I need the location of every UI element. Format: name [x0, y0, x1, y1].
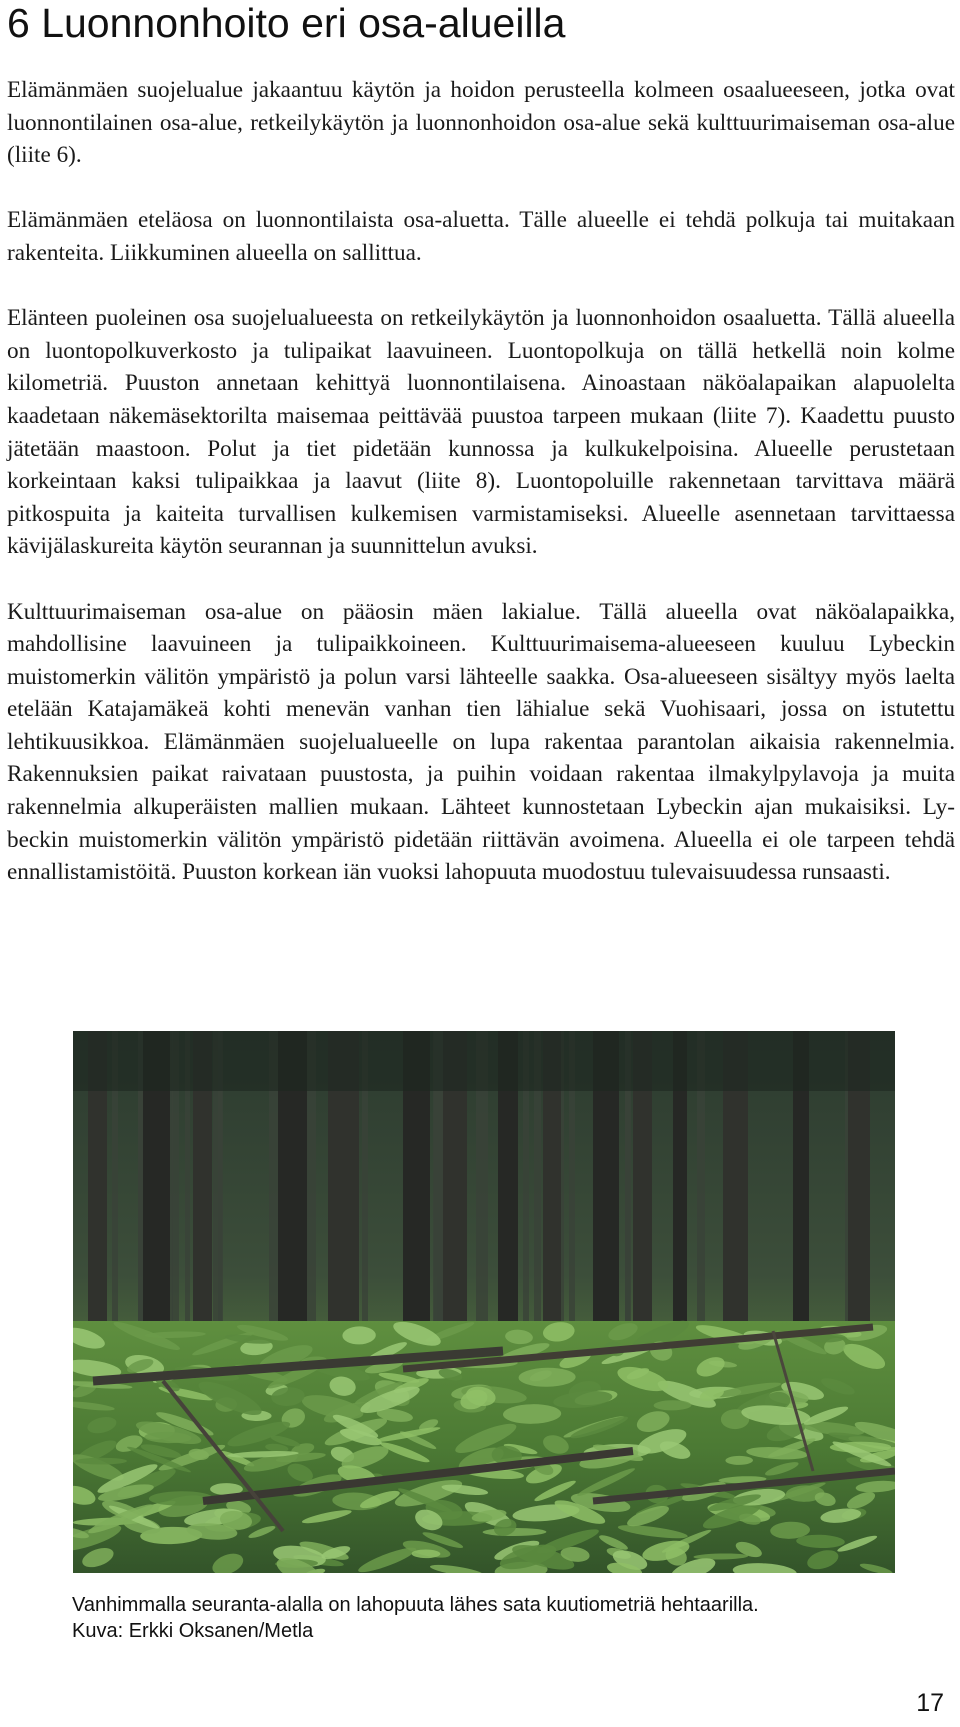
page-number: 17 — [916, 1689, 944, 1717]
paragraph-1: Elämänmäen suojelualue jakaantuu käytön ja hoidon perusteella kolmeen osaalueeseen, jotka ovat luonnontilainen osa-alue, retkeilykäytön ja luonnonhoidon osa-alue sekä kulttuurimaiseman osa-alue (liite 6). — [7, 77, 955, 169]
body-text — [7, 74, 955, 921]
paragraph-4: Kulttuurimaiseman osa-alue on pääosin mäen lakialue. Tällä alueella ovat näköalapaikka, mahdollisine laavuineen ja tulipaikkoineen. Kulttuurimaisema-alueeseen kuuluu Lybeckin muistomerkin välitön ympäristö ja polun varsi lähteelle saakka. Osa-alueeseen sisältyy myös laelta etelään Katajamäkeä kohti menevän vanhan tien lähialue sekä Vuohisaari, jossa on istutettu lehtikuusikkoa. Elämänmäen suojelualueelle on lupa rakentaa parantolan aikaisia rakennelmia. Rakennuksien paikat raivataan puustosta, ja puihin voidaan rakentaa ilmakylpylavoja ja muita rakennelmia alkuperäisten mallien mukaan. Lähteet kunnostetaan Lybeckin ajan mukaisiksi. Lybeckin muistomerkin välitön ympäristö pidetään riittävän avoimena. Alueella ei ole tarpeen tehdä ennallistamistöitä. Puuston korkean iän vuoksi lahopuuta muodostuu tulevaisuudessa runsaasti. — [7, 598, 955, 886]
photo-caption — [72, 1592, 942, 1644]
forest-photo — [73, 1031, 895, 1573]
section-heading: 6 Luonnonhoito eri osa-alueilla — [7, 0, 566, 46]
paragraph-2: Elämänmäen eteläosa on luonnontilaista osa-aluetta. Tälle alueelle ei tehdä polkuja tai muitakaan rakenteita. Liikkuminen alueella on sallittua. — [7, 207, 955, 266]
canopy-shade — [73, 1031, 895, 1091]
caption-line-2: Kuva: Erkki Oksanen/Metla — [72, 1620, 314, 1642]
forest-illustration — [73, 1031, 895, 1573]
caption-line-1: Vanhimmalla seuranta-alalla on lahopuuta lähes sata kuutiometriä hehtaarilla. — [72, 1594, 759, 1616]
paragraph-3: Elänteen puoleinen osa suojelualueesta on retkeilykäytön ja luonnonhoidon osaaluetta. Tällä alueella on luontopolkuverkosto ja tulipaikat laavuineen. Luontopolkuja on tällä hetkellä noin kolme kilometriä. Puuston annetaan kehittyä luonnontilaisena. Ainoastaan näköalapaikan alapuolelta kaadetaan näkemäsektorilta maisemaa peittävää puustoa tarpeen mukaan (liite 7). Kaadettu puusto jätetään maastoon. Polut ja tiet pidetään kunnossa ja kulkukelpoisina. Alueelle perustetaan korkeintaan kaksi tulipaikkaa ja laavut (liite 8). Luontopoluille rakennetaan tarvittava määrä pitkospuita ja kaiteita turvallisen kulkemisen varmistamiseksi. Alueelle asennetaan tarvittaessa kävijälaskureita käytön seurannan ja suunnittelun avuksi. — [7, 305, 955, 560]
